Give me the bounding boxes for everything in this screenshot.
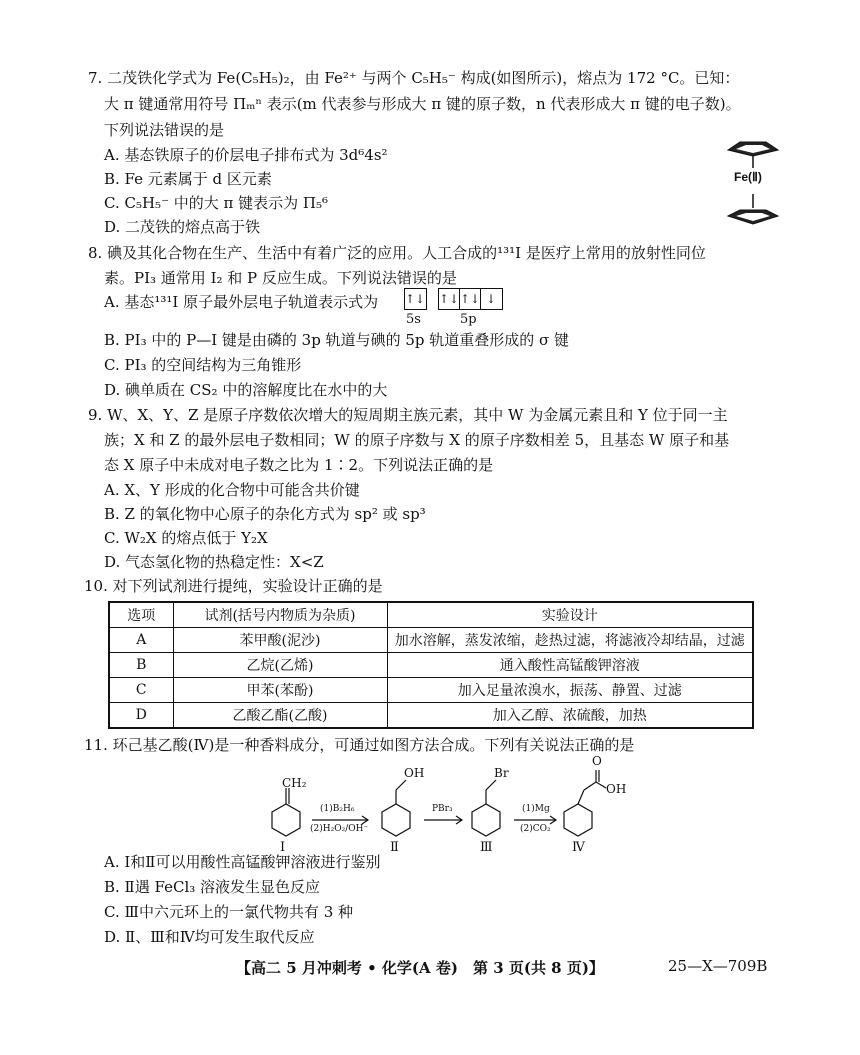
table-row: [109, 653, 753, 678]
table-cell: 加入足量浓溴水，振荡、静置、过滤: [387, 678, 753, 703]
q11-option-a: A. Ⅰ和Ⅱ可以用酸性高锰酸钾溶液进行鉴别: [104, 853, 381, 871]
orbital-5p-box: [438, 288, 503, 310]
q7-stem-line2: 大 π 键通常用符号 Πₘⁿ 表示(m 代表参与形成大 π 键的原子数，n 代表形成大 π 键的电子数)。: [104, 95, 741, 113]
table-header-reagent: 试剂(括号内物质为杂质): [173, 602, 387, 628]
orbital-5s-label: 5s: [406, 312, 421, 327]
ring-iii-icon: [472, 804, 500, 836]
table-cell: B: [109, 653, 173, 678]
q11-option-b: B. Ⅱ遇 FeCl₃ 溶液发生显色反应: [104, 878, 321, 896]
q9-stem-line1: 9. W、X、Y、Z 是原子序数依次增大的短周期主族元素，其中 W 为金属元素且和 Y 位于同一主: [88, 406, 728, 424]
q8-option-b: B. PI₃ 中的 P—I 键是由磷的 3p 轨道与碘的 5p 轨道重叠形成的 σ 键: [104, 331, 570, 349]
q9-option-c: C. W₂X 的熔点低于 Y₂X: [104, 529, 268, 547]
orbital-5p-cell-3: ↓: [485, 292, 497, 306]
table-cell: 加水溶解，蒸发浓缩，趁热过滤，将滤液冷却结晶，过滤: [387, 628, 753, 653]
q8-option-c: C. PI₃ 的空间结构为三角锥形: [104, 356, 302, 374]
compound-ii-group: OH: [404, 766, 425, 780]
ferrocene-structure-icon: [718, 136, 788, 240]
compound-label-ii: Ⅱ: [390, 840, 399, 855]
ferrocene-figure: [718, 136, 788, 240]
compound-iv-oh: OH: [606, 782, 627, 796]
table-cell: 加入乙醇、浓硫酸，加热: [387, 703, 753, 729]
q11-option-c: C. Ⅲ中六元环上的一氯代物共有 3 种: [104, 903, 354, 921]
q8-stem-line1: 8. 碘及其化合物在生产、生活中有着广泛的应用。人工合成的¹³¹I 是医疗上常用的放射性同位: [88, 244, 706, 262]
compound-label-iii: Ⅲ: [480, 840, 493, 855]
q9-option-b: B. Z 的氧化物中心原子的杂化方式为 sp² 或 sp³: [104, 505, 426, 523]
q8-stem-line2: 素。PI₃ 通常用 I₂ 和 P 反应生成。下列说法错误的是: [104, 269, 457, 287]
table-row: [109, 678, 753, 703]
table-cell: C: [109, 678, 173, 703]
q9-stem-line3: 态 X 原子中未成对电子数之比为 1∶2。下列说法正确的是: [104, 456, 494, 474]
q7-option-b: B. Fe 元素属于 d 区元素: [104, 170, 272, 188]
q7-option-c: C. C₅H₅⁻ 中的大 π 键表示为 Π₅⁶: [104, 194, 329, 212]
table-cell: 甲苯(苯酚): [173, 678, 387, 703]
q9-option-a: A. X、Y 形成的化合物中可能含共价键: [104, 481, 360, 499]
table-cell: 苯甲酸(泥沙): [173, 628, 387, 653]
page-footer-code: 25—X—709B: [668, 957, 768, 975]
compound-i-group: CH₂: [282, 776, 307, 790]
table-header-option: 选项: [109, 602, 173, 628]
q11-stem: 11. 环己基乙酸(Ⅳ)是一种香料成分，可通过如图方法合成。下列有关说法正确的是: [84, 736, 635, 754]
step1-reagent-top: (1)B₂H₆: [320, 804, 355, 814]
q8-option-d: D. 碘单质在 CS₂ 中的溶解度比在水中的大: [104, 381, 388, 399]
ring-iv-icon: [564, 804, 592, 836]
orbital-5p-label: 5p: [460, 312, 477, 327]
table-cell: 乙烷(乙烯): [173, 653, 387, 678]
q7-option-a: A. 基态铁原子的价层电子排布式为 3d⁶4s²: [104, 146, 388, 164]
compound-iii-group: Br: [494, 766, 509, 780]
q9-stem-line2: 族；X 和 Z 的最外层电子数相同；W 的原子序数与 X 的原子序数相差 5，且基态 W 原子和基: [104, 431, 730, 449]
ferrocene-fe-label: Fe(Ⅱ): [734, 170, 762, 184]
ring-i-icon: [272, 804, 300, 836]
table-header-row: [109, 602, 753, 628]
table-header-design: 实验设计: [387, 602, 753, 628]
step2-reagent-top: PBr₃: [432, 804, 453, 814]
step3-reagent-bottom: (2)CO₂: [520, 824, 551, 834]
table-cell: D: [109, 703, 173, 729]
table-row: [109, 703, 753, 729]
q10-table: [108, 601, 754, 729]
table-cell: 乙酸乙酯(乙酸): [173, 703, 387, 729]
table-cell: 通入酸性高锰酸钾溶液: [387, 653, 753, 678]
orbital-5s-box: [404, 288, 427, 310]
q7-option-d: D. 二茂铁的熔点高于铁: [104, 218, 261, 236]
q10-stem: 10. 对下列试剂进行提纯，实验设计正确的是: [84, 577, 383, 595]
table-row: [109, 628, 753, 653]
q7-stem-line3: 下列说法错误的是: [104, 121, 225, 139]
page-footer-title: 【高二 5 月冲刺考 • 化学(A 卷) 第 3 页(共 8 页)】: [236, 959, 604, 977]
q7-stem-line1: 7. 二茂铁化学式为 Fe(C₅H₅)₂，由 Fe²⁺ 与两个 C₅H₅⁻ 构成(如图所示)，熔点为 172 °C。已知：: [88, 69, 740, 87]
q11-option-d: D. Ⅱ、Ⅲ和Ⅳ均可发生取代反应: [104, 928, 315, 946]
orbital-5p-cell-1: ↑↓: [439, 289, 460, 309]
compound-label-iv: Ⅳ: [572, 840, 585, 855]
step3-reagent-top: (1)Mg: [522, 804, 550, 814]
q9-option-d: D. 气态氢化物的热稳定性：X<Z: [104, 553, 324, 571]
orbital-5p-cell-2: ↑↓: [460, 289, 481, 309]
compound-iv-o: O: [592, 754, 602, 768]
step1-reagent-bottom: (2)H₂O₂/OH⁻: [310, 824, 369, 834]
q8-option-a: A. 基态¹³¹I 原子最外层电子轨道表示式为: [104, 293, 379, 311]
ring-ii-icon: [382, 804, 410, 836]
orbital-5s-cell: ↑↓: [405, 292, 426, 306]
table-cell: A: [109, 628, 173, 653]
compound-label-i: Ⅰ: [280, 840, 286, 855]
